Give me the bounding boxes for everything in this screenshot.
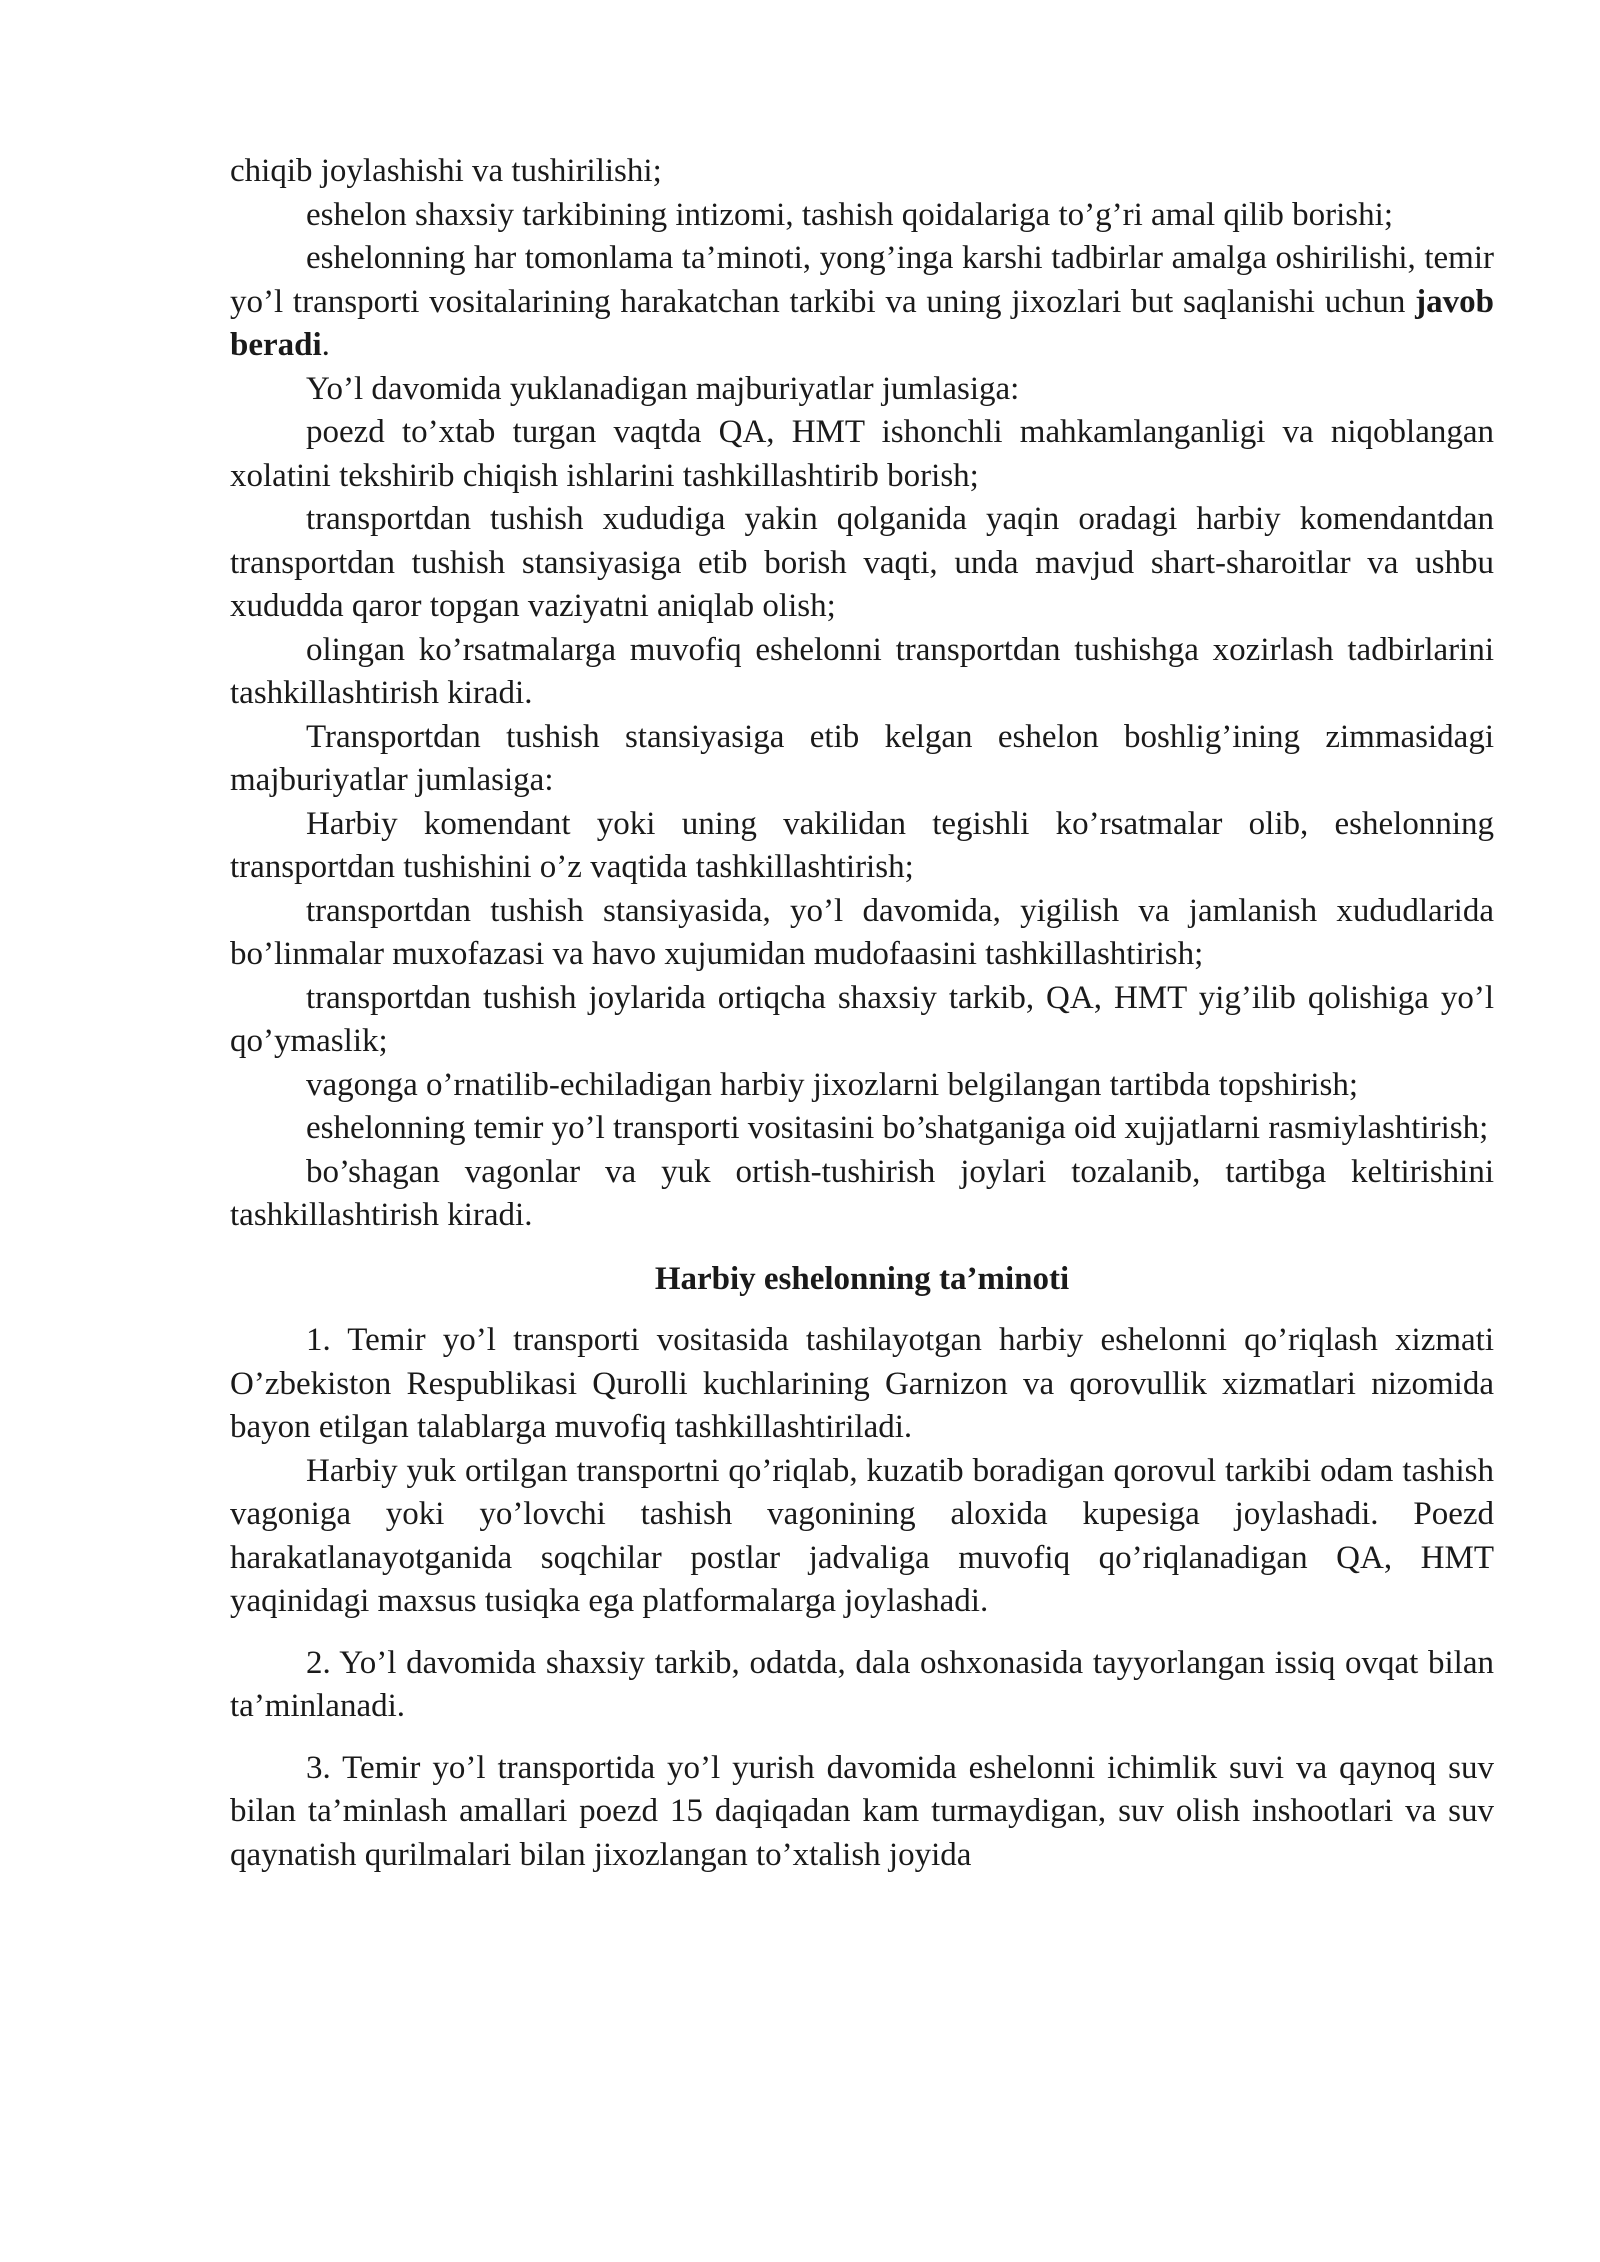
section-paragraph-3: 2. Yo’l davomida shaxsiy tarkib, odatda, dala oshxonasida tayyorlangan issiq ovqat bilan ta’minlanadi. [230,1644,1494,1724]
paragraph-13: eshelonning temir yo’l transporti vositasini bo’shatganiga oid xujjatlarni rasmiylashtirish; [306,1110,1489,1146]
paragraph-8: Transportdan tushish stansiyasiga etib kelgan eshelon boshlig’ining zimmasidagi majburiyatlar jumlasiga: [230,718,1494,798]
paragraph-9: Harbiy komendant yoki uning vakilidan tegishli ko’rsatmalar olib, eshelonning transportdan tushishini o’z vaqtida tashkillashtirish; [230,805,1494,885]
paragraph-1: chiqib joylashishi va tushirilishi; [230,153,662,189]
section-paragraph-4: 3. Temir yo’l transportida yo’l yurish davomida eshelonni ichimlik suvi va qaynoq suv bilan ta’minlash amallari poezd 15 daqiqadan kam turmaydigan, suv olish inshootlari va suv qaynatish qurilmalari bilan jixozlangan to’xtalish joyida [230,1749,1494,1873]
document-page [230,150,1494,1877]
paragraph-7: olingan ko’rsatmalarga muvofiq eshelonni transportdan tushishga xozirlash tadbirlarini tashkillashtirish kiradi. [230,631,1494,711]
section-heading: Harbiy eshelonning ta’minoti [654,1260,1070,1297]
paragraph-10: transportdan tushish stansiyasida, yo’l davomida, yigilish va jamlanish xududlarida bo’linmalar muxofazasi va havo xujumidan mudofaasini tashkillashtirish; [230,892,1494,972]
paragraph-5: poezd to’xtab turgan vaqtda QA, HMT ishonchli mahkamlanganligi va niqoblangan xolatini tekshirib chiqish ishlarini tashkillashtirib borish; [230,414,1494,494]
paragraph-4: Yo’l davomida yuklanadigan majburiyatlar jumlasiga: [306,370,1020,407]
section-paragraph-1: 1. Temir yo’l transporti vositasida tashilayotgan harbiy eshelonni qo’riqlash xizmati O’zbekiston Respublikasi Qurolli kuchlarining Garnizon va qorovullik xizmatlari nizomida bayon etilgan talablarga muvofiq tashkillashtiriladi. [230,1322,1494,1445]
paragraph-6: transportdan tushish xududiga yakin qolganida yaqin oradagi harbiy komendantdan transportdan tushish stansiyasiga etib borish vaqti, unda mavjud shart-sharoitlar va ushbu xududda qaror topgan vaziyatni aniqlab olish; [230,501,1494,624]
paragraph-14: bo’shagan vagonlar va yuk ortish-tushirish joylari tozalanib, tartibga keltirishini tashkillashtirish kiradi. [230,1153,1494,1233]
paragraph-12: vagonga o’rnatilib-echiladigan harbiy jixozlarni belgilangan tartibda topshirish; [306,1066,1359,1103]
paragraph-11: transportdan tushish joylarida ortiqcha shaxsiy tarkib, QA, HMT yig’ilib qolishiga yo’l qo’ymaslik; [230,979,1494,1059]
paragraph-responsibility-text: eshelonning har tomonlama ta’minoti, yong’inga karshi tadbirlar amalga oshirilishi, temir yo’l transporti vositalarining harakatchan tarkibi va uning jixozlari but saqlanishi uchun [230,240,1494,320]
emphasis-javob-beradi: javob beradi [230,283,1494,363]
paragraph-responsibility [230,237,1494,368]
paragraph-2: eshelon shaxsiy tarkibining intizomi, tashish qoidalariga to’g’ri amal qilib borishi; [306,196,1393,233]
paragraph-responsibility-end: . [321,327,330,363]
section-paragraph-2: Harbiy yuk ortilgan transportni qo’riqlab, kuzatib boradigan qorovul tarkibi odam tashish vagoniga yoki yo’lovchi tashish vagonining aloxida kupesiga joylashadi. Poezd harakatlanayotganida soqchilar postlar jadvaliga muvofiq qo’riqlanadigan QA, HMT yaqinidagi maxsus tusiqka ega platformalarga joylashadi. [230,1452,1494,1619]
